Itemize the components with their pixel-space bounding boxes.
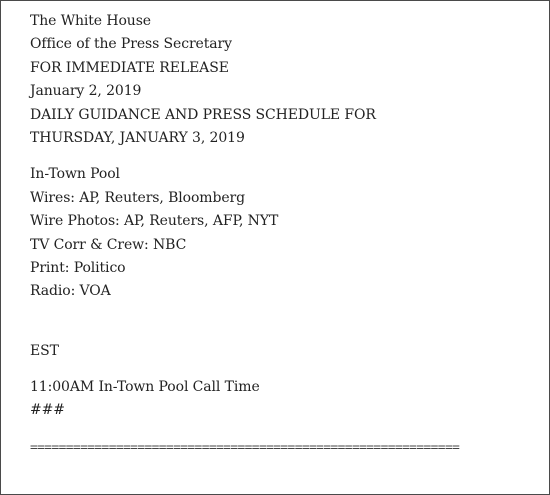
pool-tv: TV Corr & Crew: NBC [30, 236, 187, 253]
separator-rule: ============================================================ [30, 439, 460, 455]
release-date: January 2, 2019 [30, 83, 142, 100]
pool-wires: Wires: AP, Reuters, Bloomberg [30, 189, 245, 206]
pool-print: Print: Politico [30, 259, 126, 276]
office-name: Office of the Press Secretary [30, 36, 232, 53]
guidance-title-line2: THURSDAY, JANUARY 3, 2019 [30, 129, 245, 146]
spacer [30, 150, 545, 163]
spacer [30, 423, 545, 436]
schedule-item: 11:00AM In-Town Pool Call Time [30, 379, 260, 396]
press-release-body [30, 10, 545, 459]
pool-title: In-Town Pool [30, 166, 120, 183]
org-name: The White House [30, 13, 151, 29]
end-mark: ### [30, 402, 65, 419]
spacer [30, 304, 545, 340]
schedule-timezone: EST [30, 342, 59, 359]
spacer [30, 363, 545, 376]
release-label: FOR IMMEDIATE RELEASE [30, 59, 229, 76]
pool-radio: Radio: VOA [30, 283, 111, 300]
guidance-title-line1: DAILY GUIDANCE AND PRESS SCHEDULE FOR [30, 106, 376, 123]
pool-wire-photos: Wire Photos: AP, Reuters, AFP, NYT [30, 213, 279, 230]
